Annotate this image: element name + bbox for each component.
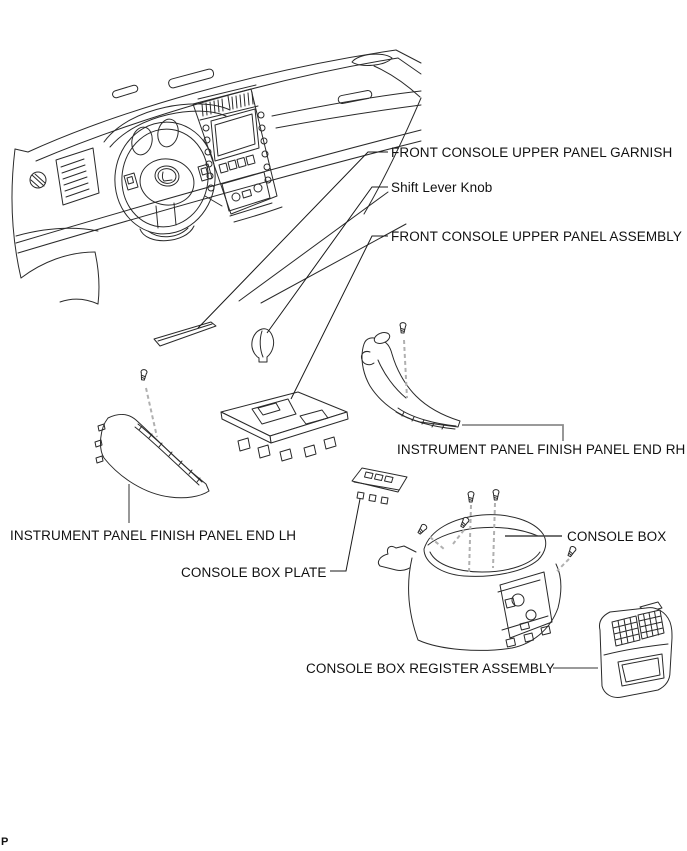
footer-text: P	[1, 836, 9, 848]
part-console-box-register-assembly	[599, 602, 672, 697]
label-instrument-panel-finish-panel-end-lh: INSTRUMENT PANEL FINISH PANEL END LH	[10, 528, 297, 543]
leader-shift-lever-knob	[267, 187, 388, 333]
label-front-console-upper-panel-assembly: FRONT CONSOLE UPPER PANEL ASSEMBLY	[391, 229, 682, 244]
leader-instrument-panel-finish-panel-end-rh	[462, 425, 563, 441]
label-console-box: CONSOLE BOX	[567, 529, 667, 544]
label-shift-lever-knob: Shift Lever Knob	[391, 180, 493, 195]
screw-icon	[417, 523, 428, 535]
leader-console-box-plate	[330, 499, 360, 571]
screw-guide-dashed-line	[557, 559, 569, 571]
dashboard-illustration	[12, 50, 421, 304]
screw-guide-dashed-line	[146, 388, 157, 437]
leader-front-console-upper-panel-garnish	[198, 152, 388, 328]
part-front-console-upper-panel-assembly	[221, 392, 348, 461]
screw-icon	[567, 545, 577, 557]
part-instrument-panel-finish-panel-end-rh	[361, 331, 460, 429]
part-console-box-plate	[352, 468, 407, 504]
screw-icon	[493, 489, 499, 500]
screw-icon	[468, 491, 474, 502]
part-instrument-panel-finish-panel-end-lh	[95, 414, 209, 497]
part-shift-lever-knob	[252, 329, 274, 362]
label-instrument-panel-finish-panel-end-rh: INSTRUMENT PANEL FINISH PANEL END RH	[397, 442, 686, 457]
label-console-box-plate: CONSOLE BOX PLATE	[181, 565, 327, 580]
screw-icon	[400, 322, 407, 333]
label-console-box-register-assembly: CONSOLE BOX REGISTER ASSEMBLY	[306, 661, 555, 676]
part-front-console-upper-panel-garnish	[154, 322, 216, 346]
label-front-console-upper-panel-garnish: FRONT CONSOLE UPPER PANEL GARNISH	[391, 145, 673, 160]
screw-icon	[140, 369, 147, 380]
